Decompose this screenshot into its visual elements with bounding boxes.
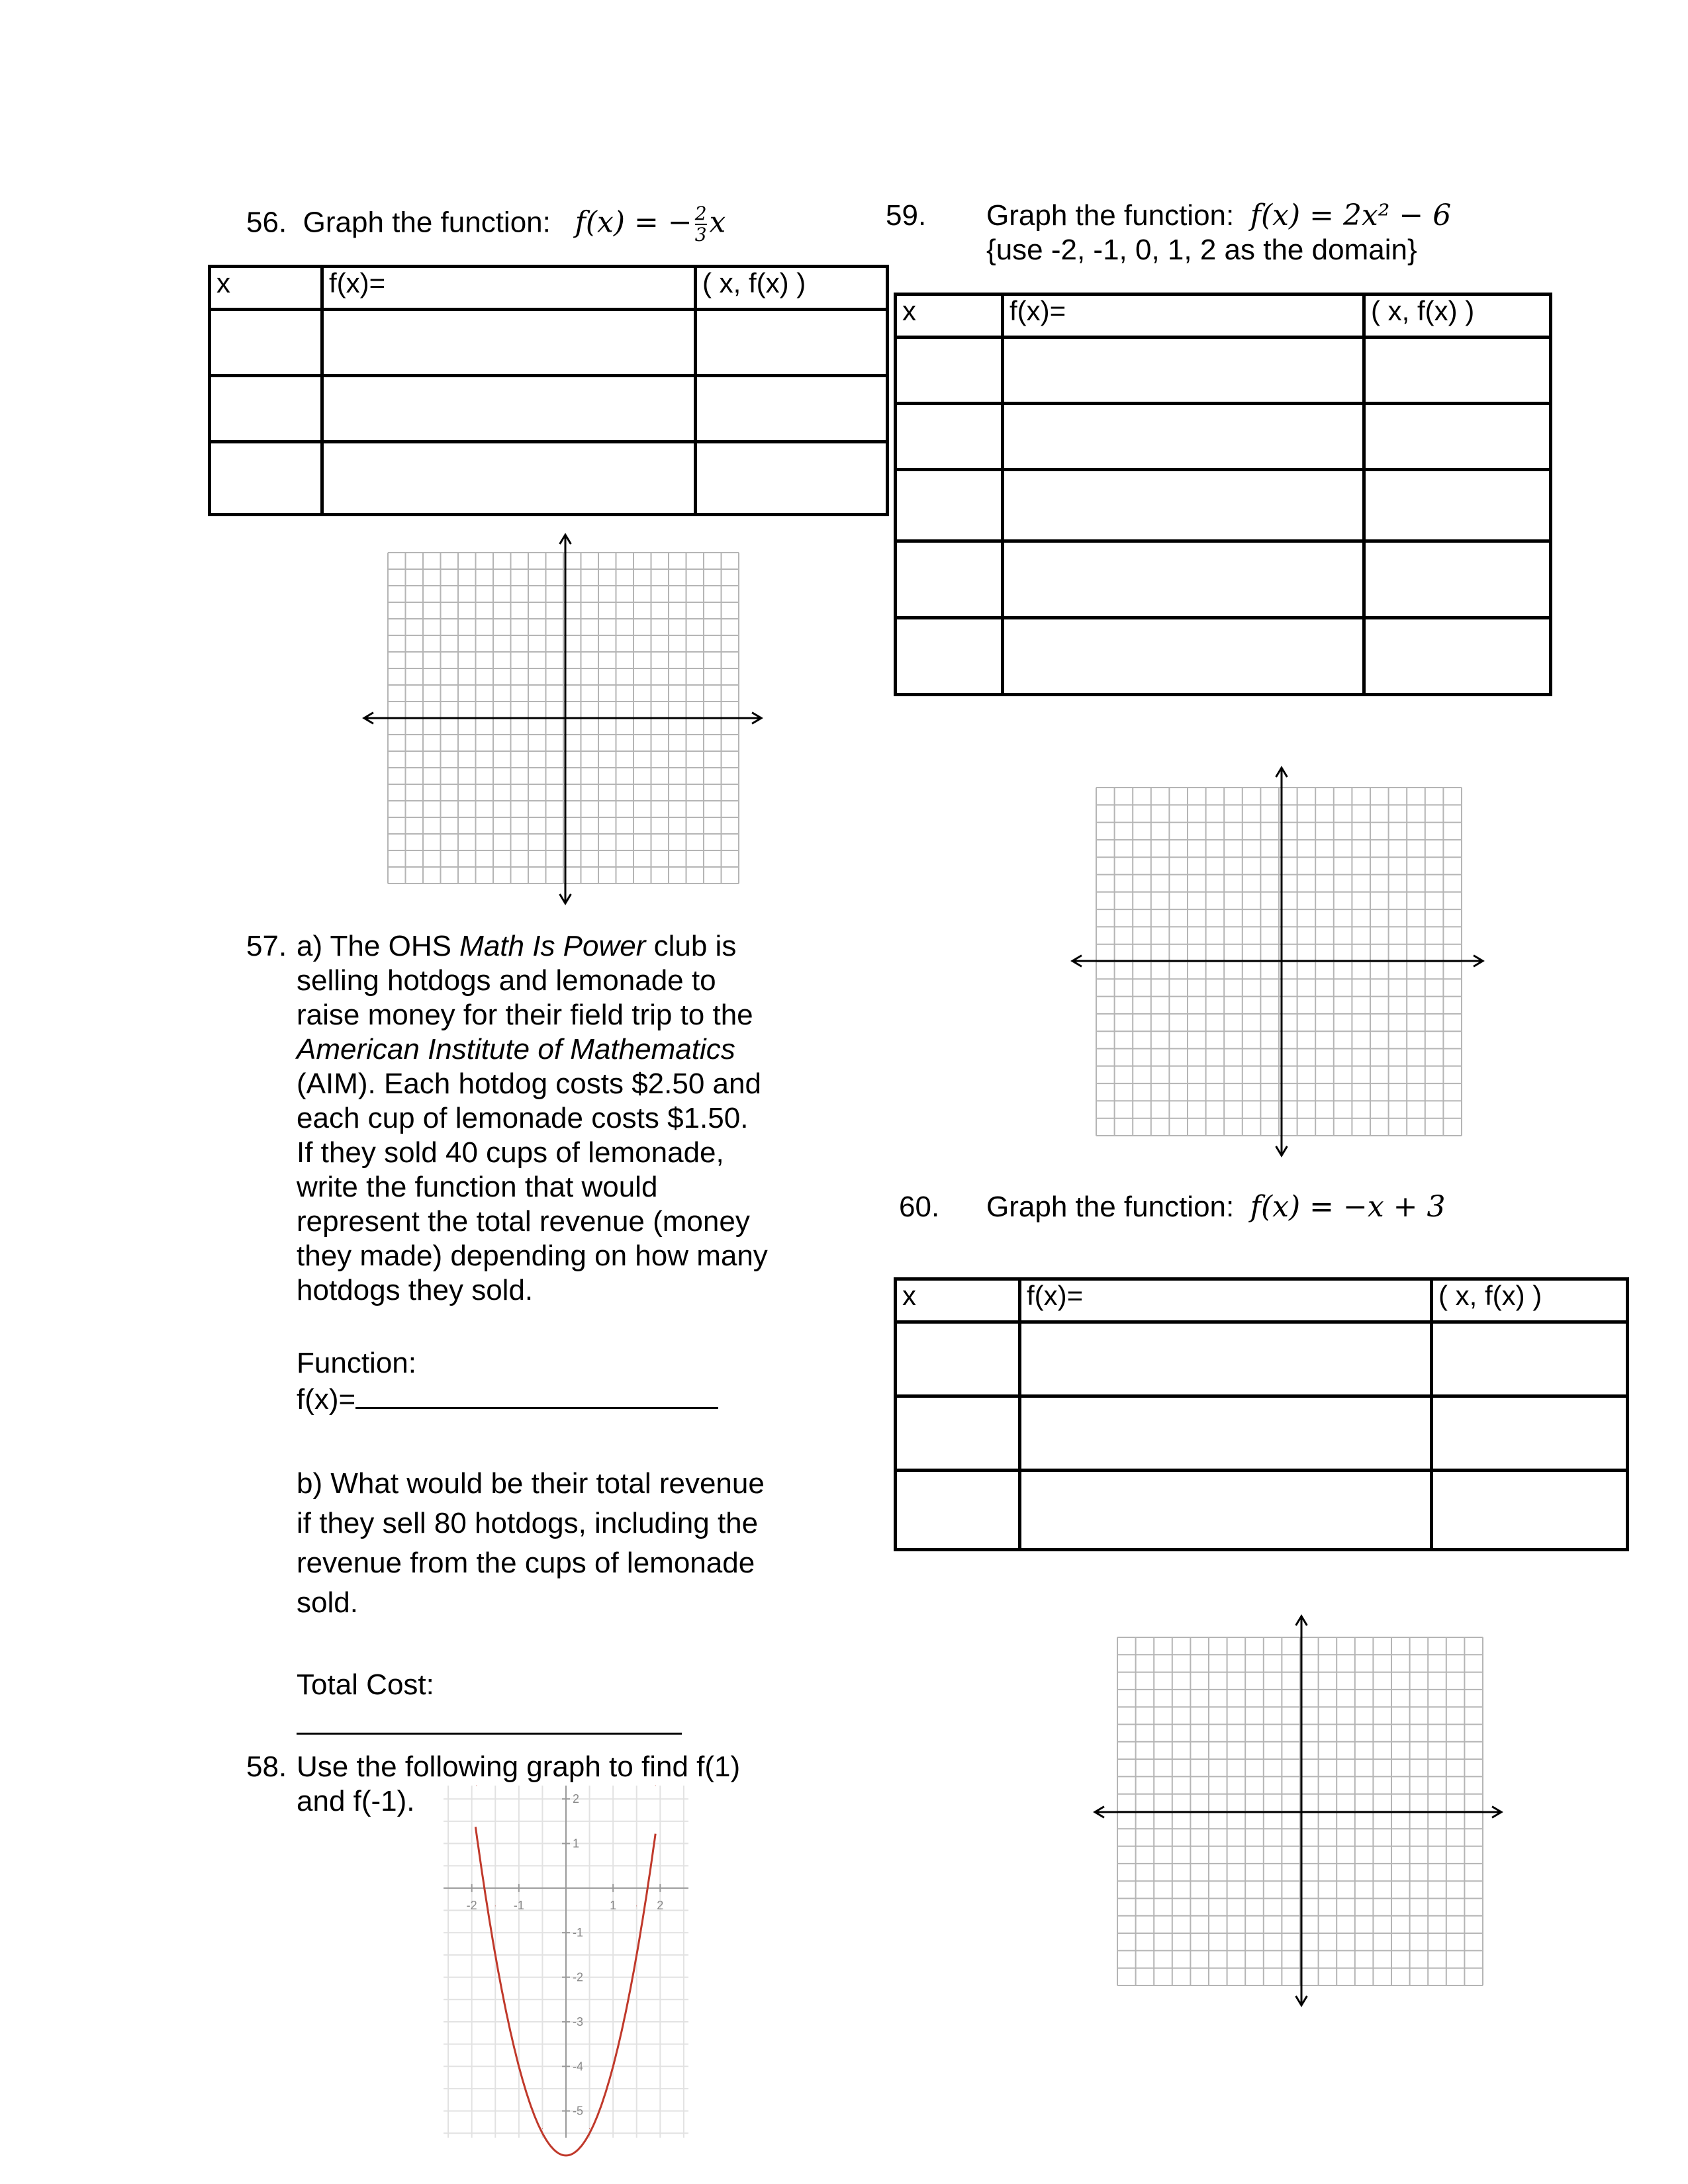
table-cell[interactable] — [1003, 541, 1364, 618]
chart-x-tick-label: -2 — [466, 1898, 477, 1912]
x-axis-left-arrow — [364, 713, 373, 724]
q57-b-line: if they sell 80 hotdogs, including the — [297, 1507, 759, 1539]
q58-parabola-graph — [444, 1786, 688, 2138]
table-row — [896, 1396, 1628, 1471]
table-cell[interactable] — [896, 1396, 1020, 1471]
q60-function: f(x) = −x + 3 — [1250, 1190, 1446, 1224]
table-cell[interactable] — [896, 541, 1003, 618]
q57-line: (AIM). Each hotdog costs $2.50 and — [297, 1068, 761, 1100]
table-row — [896, 470, 1551, 541]
table-cell[interactable] — [210, 376, 322, 442]
table-row — [896, 1471, 1628, 1550]
q58-number: 58. — [246, 1751, 287, 1783]
table-row — [210, 310, 888, 376]
q57-function-answer[interactable] — [297, 1381, 718, 1417]
chart-y-tick-label: -4 — [573, 2060, 584, 2073]
x-axis-right-arrow — [752, 713, 761, 724]
chart-data-point — [636, 1905, 637, 1906]
grid-lines — [1117, 1637, 1483, 1985]
q59-domain: {use -2, -1, 0, 1, 2 as the domain} — [986, 234, 1417, 266]
chart-y-tick-label: -5 — [573, 2104, 584, 2118]
q57-b-line: sold. — [297, 1586, 358, 1619]
table-cell[interactable] — [1432, 1471, 1628, 1550]
table-cell[interactable] — [1364, 541, 1551, 618]
y-axis-up-arrow — [1296, 1616, 1307, 1625]
table-cell[interactable] — [896, 404, 1003, 470]
table-cell[interactable] — [896, 618, 1003, 695]
q57-line — [297, 929, 768, 964]
table-cell[interactable] — [1364, 404, 1551, 470]
q57-part-a — [297, 929, 768, 1308]
q57-line: hotdogs they sold. — [297, 1274, 534, 1306]
table-cell[interactable] — [896, 470, 1003, 541]
grid-lines — [1096, 788, 1462, 1136]
q60-header-fx: f(x)= — [1020, 1279, 1432, 1322]
q59-header-pair: ( x, f(x) ) — [1364, 295, 1551, 338]
chart-data-point — [495, 1905, 496, 1906]
q59-number: 59. — [886, 199, 927, 232]
q56-number: 56. — [246, 206, 287, 239]
x-axis-right-arrow — [1492, 1807, 1501, 1818]
q60-table-header — [896, 1279, 1628, 1322]
q57-line: they made) depending on how many — [297, 1240, 768, 1272]
table-row — [896, 338, 1551, 404]
q57-part-b — [297, 1464, 765, 1623]
table-cell[interactable] — [1432, 1396, 1628, 1471]
y-axis-down-arrow — [1296, 1996, 1307, 2005]
table-cell[interactable] — [322, 376, 696, 442]
chart-x-tick-label: -1 — [513, 1898, 524, 1912]
q58-line1: Use the following graph to find f(1) — [297, 1751, 741, 1783]
q57-b-line: revenue from the cups of lemonade — [297, 1547, 755, 1579]
table-cell[interactable] — [1003, 338, 1364, 404]
q59-prompt: Graph the function: — [986, 199, 1235, 232]
q58-line2: and f(-1). — [297, 1785, 415, 1817]
chart-data-point — [566, 2155, 567, 2156]
q59-table — [894, 293, 1552, 696]
q56-frac-denominator: 3 — [694, 224, 707, 246]
chart-y-tick-label: -1 — [573, 1926, 584, 1940]
q57-line: write the function that would — [297, 1171, 658, 1203]
table-cell[interactable] — [1020, 1396, 1432, 1471]
table-cell[interactable] — [322, 310, 696, 376]
chart-x-tick-label: 2 — [657, 1898, 664, 1912]
q57-institute-text: American Institute of Mathematics — [297, 1033, 735, 1066]
q56-variable: x — [709, 205, 726, 240]
q59-heading — [986, 199, 1451, 233]
table-cell[interactable] — [1364, 618, 1551, 695]
q57-line: each cup of lemonade costs $1.50. — [297, 1102, 749, 1134]
table-cell[interactable] — [896, 338, 1003, 404]
table-row — [896, 618, 1551, 695]
y-axis-down-arrow — [1276, 1146, 1288, 1156]
q59-table-header — [896, 295, 1551, 338]
table-row — [210, 442, 888, 515]
q56-function: f(x) = − — [575, 205, 692, 240]
table-cell[interactable] — [1003, 404, 1364, 470]
q60-table — [894, 1277, 1629, 1551]
q57-total-label: Total Cost: — [297, 1668, 434, 1701]
x-axis-right-arrow — [1474, 956, 1483, 967]
table-cell[interactable] — [1003, 470, 1364, 541]
table-cell[interactable] — [696, 310, 888, 376]
table-row — [210, 376, 888, 442]
table-row — [896, 404, 1551, 470]
q57-b-line: b) What would be their total revenue — [297, 1467, 765, 1500]
q57-line: selling hotdogs and lemonade to — [297, 964, 716, 997]
q56-fraction — [695, 204, 707, 245]
table-row — [896, 1322, 1628, 1396]
q57-club-name: Math Is Power — [459, 930, 646, 962]
q60-heading — [986, 1190, 1446, 1224]
table-row — [896, 541, 1551, 618]
q57-answer-blank[interactable] — [355, 1381, 718, 1409]
q57-fx-label: f(x)= — [297, 1383, 356, 1416]
q57-function-label: Function: — [297, 1347, 416, 1379]
table-cell[interactable] — [896, 1471, 1020, 1550]
q57-institute-name — [297, 1032, 768, 1067]
q59-header-fx: f(x)= — [1003, 295, 1364, 338]
q57-line: If they sold 40 cups of lemonade, — [297, 1136, 724, 1169]
q57-line: represent the total revenue (money — [297, 1205, 750, 1238]
q57-line: raise money for their field trip to the — [297, 999, 753, 1031]
chart-y-tick-label: 1 — [573, 1837, 580, 1850]
table-cell[interactable] — [210, 442, 322, 515]
table-cell[interactable] — [696, 442, 888, 515]
table-cell[interactable] — [696, 376, 888, 442]
q57-text: club is — [645, 930, 737, 962]
y-axis-up-arrow — [1276, 768, 1288, 777]
q60-number: 60. — [899, 1191, 940, 1223]
table-cell[interactable] — [1364, 470, 1551, 541]
chart-data-point — [542, 2128, 543, 2129]
q60-prompt: Graph the function: — [986, 1191, 1235, 1223]
chart-data-point — [589, 2128, 590, 2129]
y-axis-down-arrow — [560, 894, 571, 903]
table-cell[interactable] — [1364, 338, 1551, 404]
x-axis-left-arrow — [1095, 1807, 1104, 1818]
q59-function: f(x) = 2x² − 6 — [1250, 199, 1452, 232]
q57-text: a) The OHS — [297, 930, 460, 962]
table-cell[interactable] — [1020, 1471, 1432, 1550]
y-axis-up-arrow — [560, 535, 571, 544]
chart-y-tick-label: -2 — [573, 1970, 584, 1984]
table-cell[interactable] — [210, 310, 322, 376]
q56-table — [208, 265, 889, 516]
q57-number: 57. — [246, 930, 287, 962]
chart-y-tick-label: -3 — [573, 2015, 584, 2028]
q56-heading — [246, 204, 726, 245]
chart-x-tick-label: 1 — [610, 1898, 617, 1912]
chart-y-tick-label: 2 — [573, 1792, 580, 1806]
table-cell[interactable] — [1432, 1322, 1628, 1396]
q60-header-x: x — [896, 1279, 1020, 1322]
q56-header-x: x — [210, 267, 322, 310]
grid-lines — [388, 553, 739, 884]
q57-total-blank[interactable] — [297, 1719, 682, 1735]
q56-header-pair: ( x, f(x) ) — [696, 267, 888, 310]
table-cell[interactable] — [896, 1322, 1020, 1396]
table-cell[interactable] — [1020, 1322, 1432, 1396]
q56-frac-numerator: 2 — [694, 203, 707, 224]
q56-prompt: Graph the function: — [303, 206, 551, 239]
q59-header-x: x — [896, 295, 1003, 338]
table-cell[interactable] — [1003, 618, 1364, 695]
table-cell[interactable] — [322, 442, 696, 515]
x-axis-left-arrow — [1072, 956, 1082, 967]
q56-table-header — [210, 267, 888, 310]
q60-header-pair: ( x, f(x) ) — [1432, 1279, 1628, 1322]
q56-header-fx: f(x)= — [322, 267, 696, 310]
